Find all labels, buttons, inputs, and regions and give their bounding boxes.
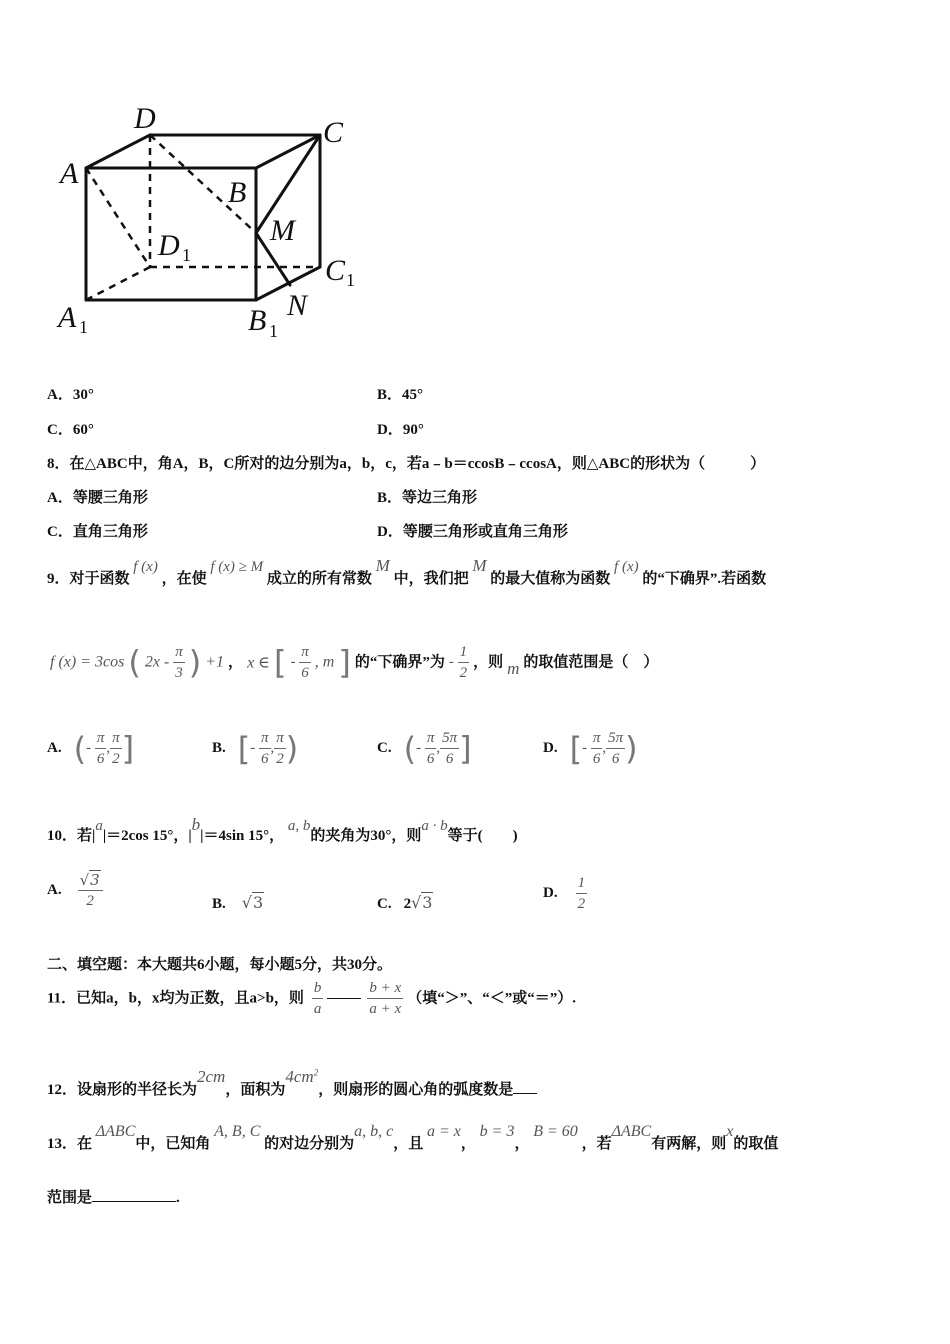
q8-option-c: C．直角三角形 <box>47 524 148 540</box>
label-D1: D <box>158 229 180 262</box>
q13-line1: 13．在 ΔABC中，已知角 A, B, C 的对边分别为a, b, c，且 a = x， b = 3， B = 60 ，若ΔABC有两解，则x的取值 <box>47 1123 779 1152</box>
q8-option-d: D．等腰三角形或直角三角形 <box>377 524 568 540</box>
q10-option-d: D. $\frac{1}{2}$ <box>543 875 586 912</box>
label-C1-sub: 1 <box>346 270 355 290</box>
q8-option-b: B．等边三角形 <box>377 490 478 506</box>
q7-option-b: B．45° <box>377 387 424 403</box>
label-D: D <box>134 102 156 135</box>
q9-line2: f (x) = 3cos ( 2x - $\frac{\pi}{3}$ ) +1 ， x ∈ [ - $\frac{\pi}{6}$ , m ] 的“下确界”为 - $\frac{1}{2}$ ，则 m 的取值范围是（ ） <box>50 643 659 682</box>
answer-blank[interactable] <box>513 1077 537 1094</box>
q9-option-b: B. [- $\frac{\pi}{6}$ , $\frac{\pi}{2}$ ) <box>212 729 299 768</box>
q10-option-c: C. 2√3 <box>377 893 433 912</box>
q10-option-a: A. $\frac{√3}{2}$ <box>47 870 103 911</box>
q8-stem: 8．在△ABC中，角A，B，C所对的边分别为a，b，c，若a﹣b＝ccosB﹣ccosA，则△ABC的形状为（ ） <box>47 456 766 472</box>
label-M: M <box>270 214 295 247</box>
label-B1-sub: 1 <box>269 321 278 341</box>
label-B: B <box>228 176 247 209</box>
answer-blank[interactable] <box>92 1185 176 1202</box>
answer-blank[interactable] <box>327 998 361 999</box>
q7-option-d: D．90° <box>377 422 424 438</box>
label-A1: A <box>58 301 77 334</box>
label-A: A <box>60 157 79 190</box>
label-C: C <box>323 116 344 149</box>
q9-option-a: A. (- $\frac{\pi}{6}$ , $\frac{\pi}{2}$ ] <box>47 729 135 768</box>
label-D1-sub: 1 <box>182 245 191 265</box>
q10-option-b: B. √3 <box>212 893 264 912</box>
label-N: N <box>287 289 308 322</box>
q9-line1: 9．对于函数 f (x) ，在使 f (x) ≥ M 成立的所有常数 M 中，我们把 M 的最大值称为函数 f (x) 的“下确界”.若函数 <box>47 556 767 587</box>
label-A1-sub: 1 <box>79 317 88 337</box>
q7-option-c: C．60° <box>47 422 94 438</box>
section-title: 二、填空题：本大题共6小题，每小题5分，共30分。 <box>47 957 393 973</box>
label-C1: C <box>325 254 346 287</box>
q10-stem: 10．若|a|＝2cos 15°，|b|＝4sin 15°， a, b的夹角为30°，则a · b等于( ) <box>47 815 518 844</box>
q12: 12．设扇形的半径长为2cm，面积为$4cm^2$，则扇形的圆心角的弧度数是 <box>47 1062 537 1102</box>
q11: 11．已知a，b，x均为正数，且a>b，则 $\frac{b}{a}$ $\frac{b + x}{a + x}$ （填“＞”、“＜”或“＝”）. <box>47 980 576 1017</box>
q13-line2: 范围是 . <box>47 1185 180 1208</box>
q7-option-a: A．30° <box>47 387 94 403</box>
q9-option-d: D. [- $\frac{\pi}{6}$ , $\frac{5\pi}{6}$ ) <box>543 729 638 768</box>
label-B1: B <box>248 304 267 337</box>
cube-figure <box>40 95 380 355</box>
q9-option-c: C. (- $\frac{\pi}{6}$ , $\frac{5\pi}{6}$ ] <box>377 729 472 768</box>
q8-option-a: A．等腰三角形 <box>47 490 148 506</box>
